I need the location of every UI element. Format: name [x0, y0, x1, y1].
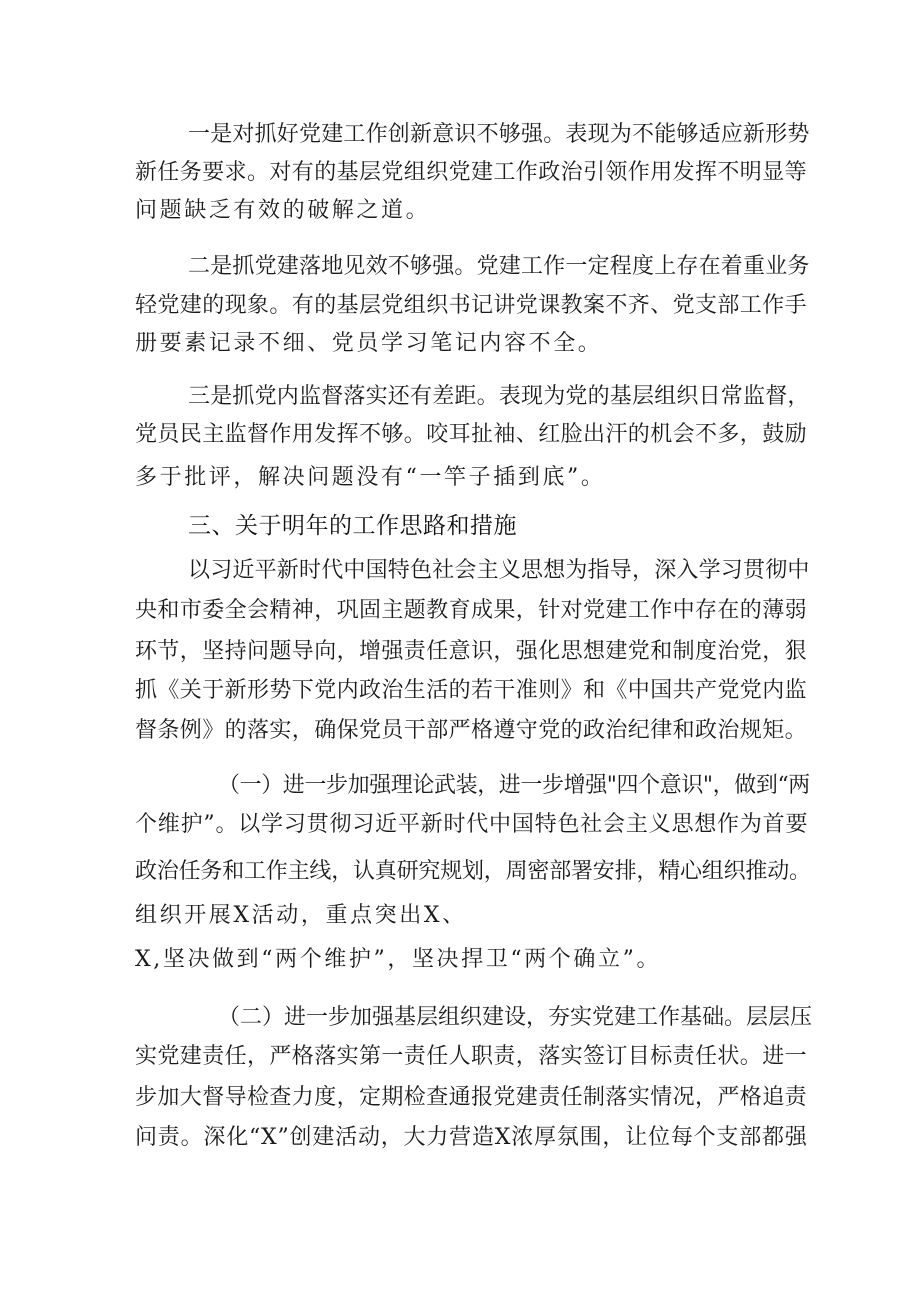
section-heading: 三、关于明年的工作思路和措施: [188, 513, 517, 539]
body-text-line: 二是抓党建落地见效不够强。党建工作一定程度上存在着重业务: [188, 254, 810, 279]
body-text-line: 多于批评，解决问题没有“一竿子插到底”。: [135, 465, 606, 490]
body-text-line: 央和市委全会精神，巩固主题教育成果，针对党建工作中存在的薄弱: [135, 598, 808, 623]
body-text-line: 督条例》的落实，确保党员干部严格遵守党的政治纪律和政治规矩。: [135, 718, 808, 743]
body-text-line: X,坚决做到“两个维护”，坚决捍卫“两个确立”。: [135, 947, 662, 972]
body-text-line: 政治任务和工作主线，认真研究规划，周密部署安排，精心组织推动。: [135, 859, 811, 884]
body-text-line: 实党建责任，严格落实第一责任人职责，落实签订目标责任状。进一: [135, 1044, 808, 1069]
body-text-line: 问题缺乏有效的破解之道。: [135, 198, 431, 223]
body-text-line: （一）进一步加强理论武装，进一步增强"四个意识"，做到“两: [218, 773, 810, 798]
body-text-line: 问责。深化“X”创建活动，大力营造X浓厚氛围，让位每个支部都强: [135, 1125, 808, 1150]
body-text-line: 三是抓党内监督落实还有差距。表现为党的基层组织日常监督，: [188, 384, 810, 409]
body-text-line: 以习近平新时代中国特色社会主义思想为指导，深入学习贯彻中: [188, 558, 810, 583]
body-text-line: 步加大督导检查力度，定期检查通报党建责任制落实情况，严格追责: [135, 1085, 808, 1110]
body-text-line: 抓《关于新形势下党内政治生活的若干准则》和《中国共产党党内监: [135, 678, 808, 703]
body-text-line: 一是对抓好党建工作创新意识不够强。表现为不能够适应新形势: [188, 122, 810, 147]
body-text-line: 组织开展X活动，重点突出X、: [135, 903, 467, 928]
body-text-line: 新任务要求。对有的基层党组织党建工作政治引领作用发挥不明显等: [135, 160, 808, 185]
body-text-line: 轻党建的现象。有的基层党组织书记讲党课教案不齐、党支部工作手: [135, 293, 808, 318]
body-text-line: 个维护”。以学习贯彻习近平新时代中国特色社会主义思想作为首要: [135, 812, 809, 837]
body-text-line: （二）进一步加强基层组织建设，夯实党建工作基础。层层压: [218, 1005, 813, 1030]
body-text-line: 册要素记录不细、党员学习笔记内容不全。: [135, 331, 603, 356]
body-text-line: 党员民主监督作用发挥不够。咬耳扯袖、红脸出汗的机会不多，鼓励: [135, 422, 808, 447]
body-text-line: 环节，坚持问题导向，增强责任意识，强化思想建党和制度治党，狠: [135, 639, 808, 664]
